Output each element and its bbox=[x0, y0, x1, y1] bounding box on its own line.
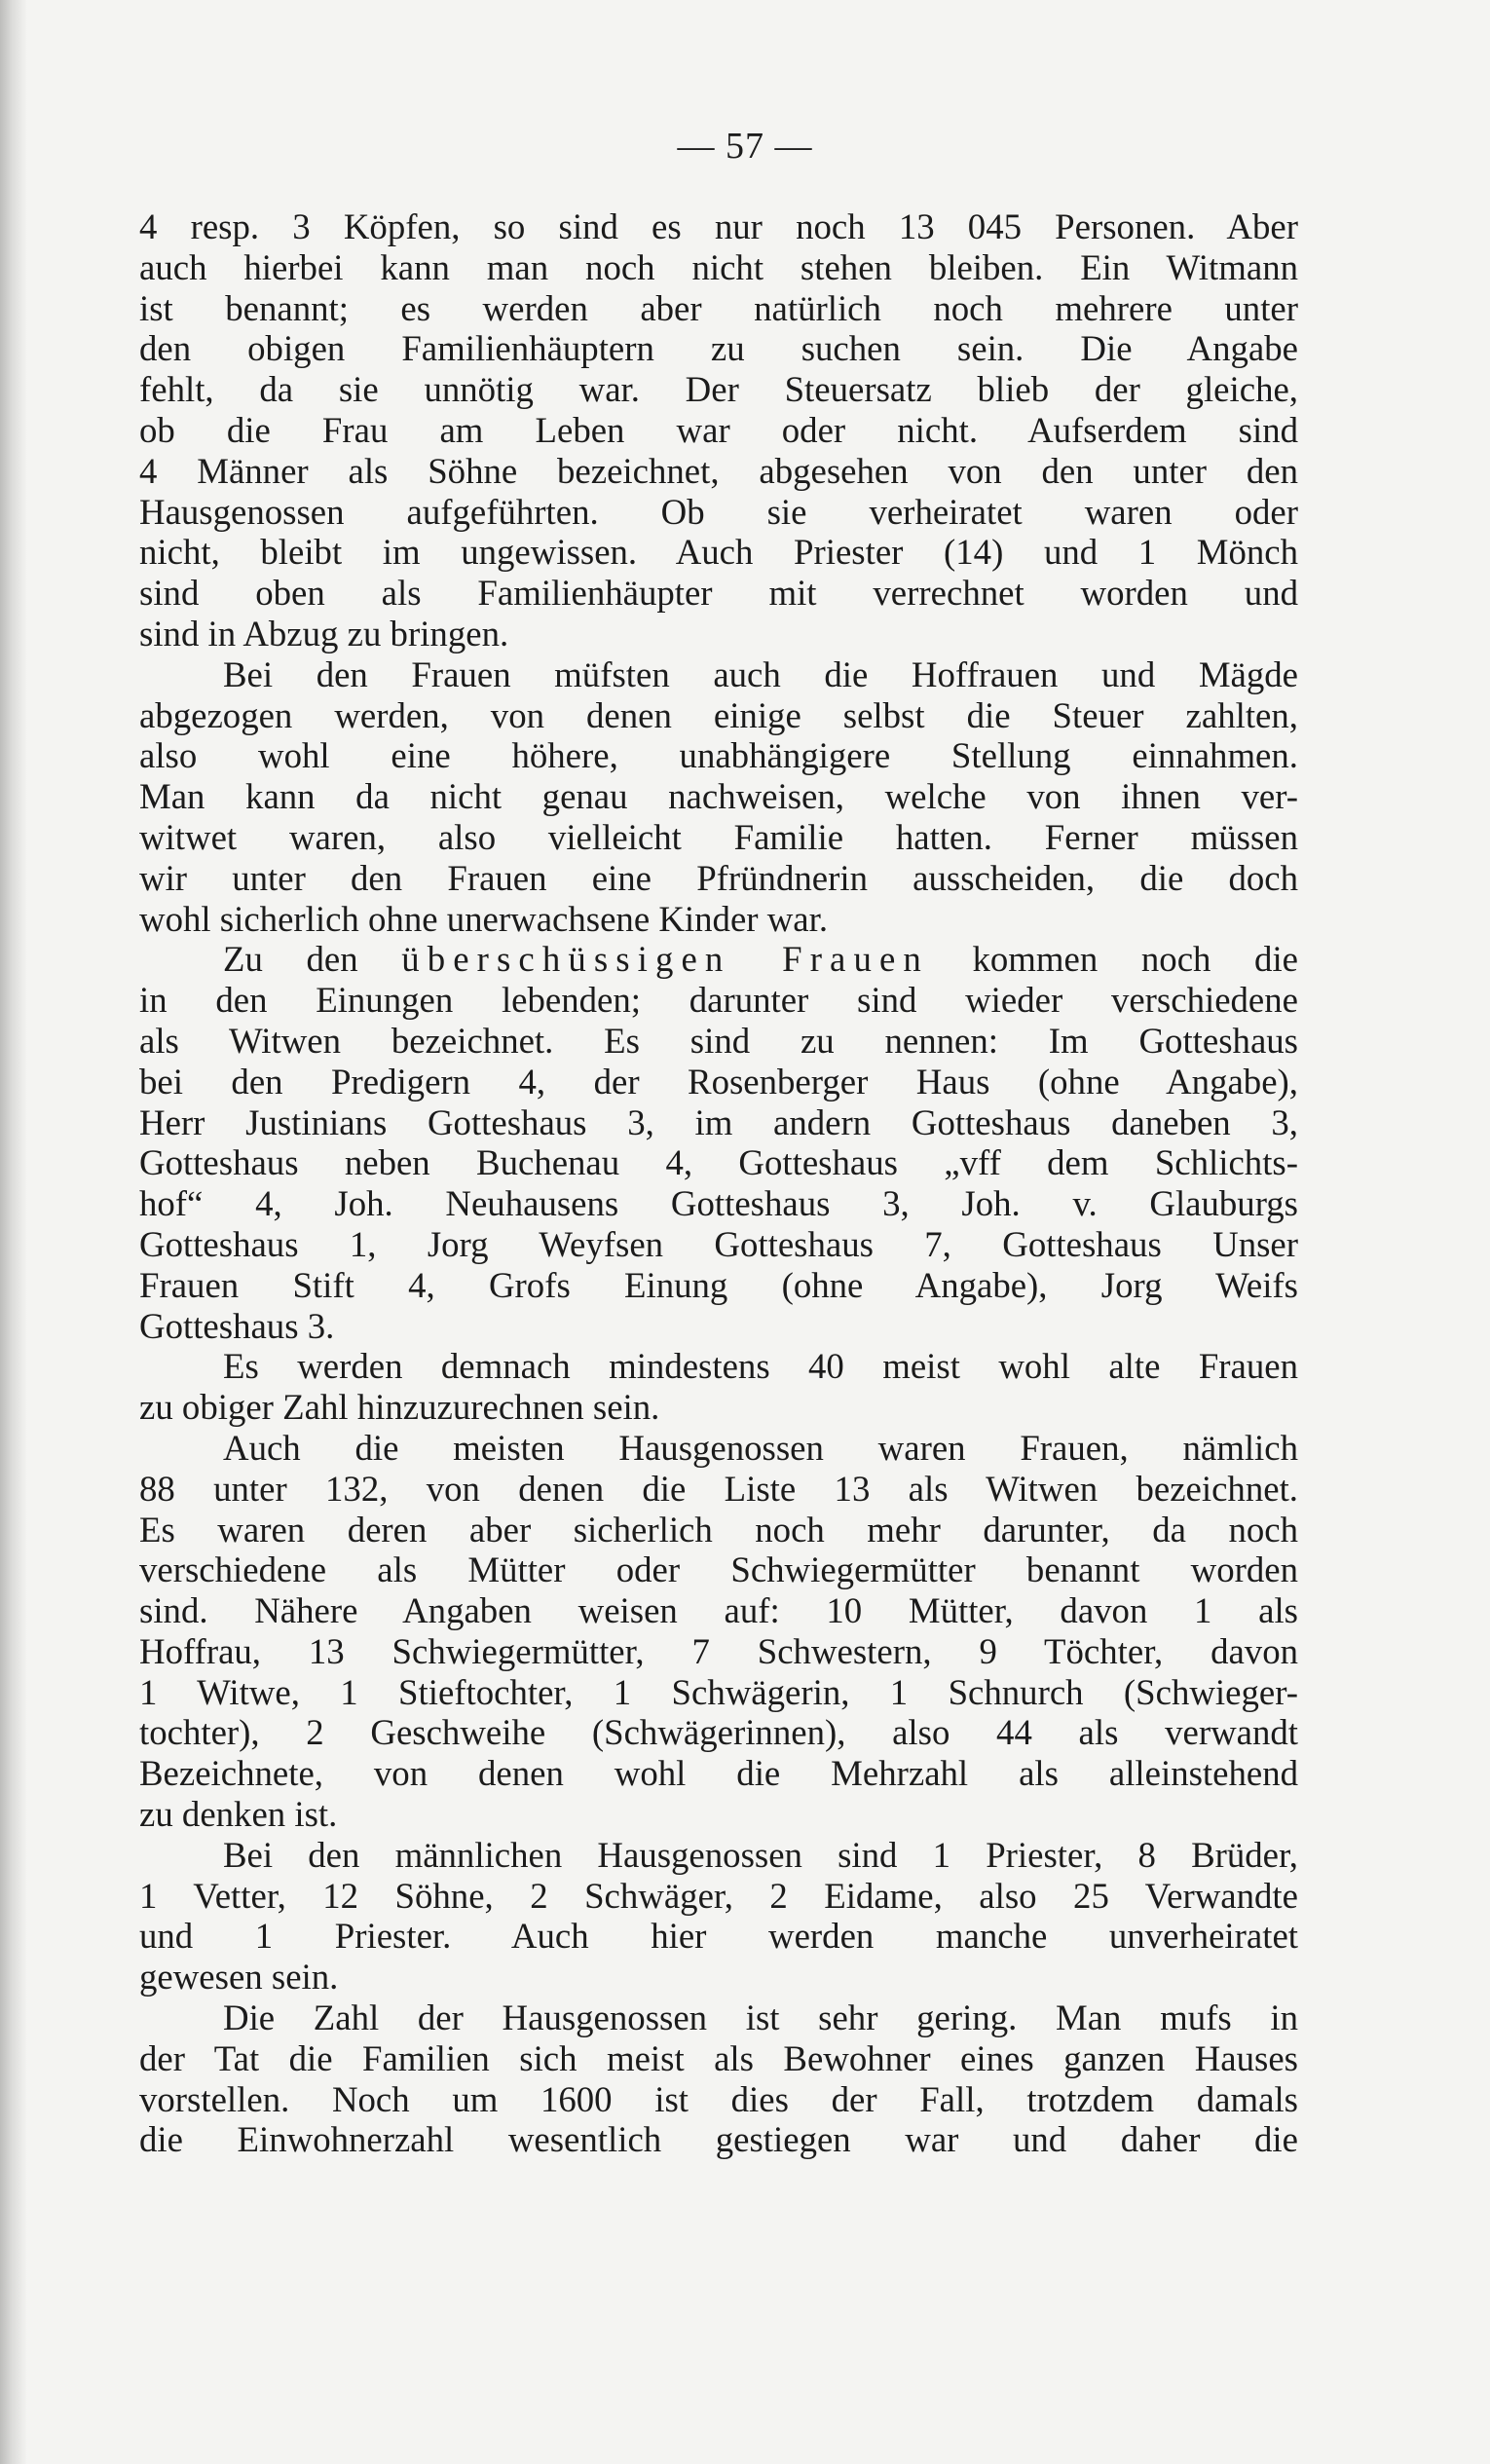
text-line: Bei den männlichen Hausgenossen sind 1 Priester, 8 Brüder, bbox=[223, 1834, 1298, 1875]
text-line: Hoffrau, 13 Schwiegermütter, 7 Schwestern, 9 Töchter, davon bbox=[139, 1630, 1298, 1671]
text-line: nicht, bleibt im ungewissen. Auch Priester (14) und 1 Mönch bbox=[139, 532, 1298, 573]
page-number: — 57 — bbox=[677, 126, 813, 167]
text-line: bei den Predigern 4, der Rosenberger Haus (ohne Angabe), bbox=[139, 1061, 1298, 1101]
text-line: also wohl eine höhere, unabhängigere Stellung einnahmen. bbox=[139, 735, 1298, 776]
text-line: 4 Männer als Söhne bezeichnet, abgesehen von den unter den bbox=[139, 450, 1298, 491]
text-line: abgezogen werden, von denen einige selbst die Steuer zahlten, bbox=[139, 694, 1298, 735]
text-line: auch hierbei kann man noch nicht stehen bleiben. Ein Witmann bbox=[139, 246, 1298, 287]
page-gutter-shadow bbox=[0, 0, 27, 2464]
text-line: Herr Justinians Gotteshaus 3, im andern Gotteshaus daneben 3, bbox=[139, 1101, 1298, 1142]
text-line: Gotteshaus neben Buchenau 4, Gotteshaus „vff dem Schlichts- bbox=[139, 1142, 1298, 1183]
text-line: Auch die meisten Hausgenossen waren Frauen, nämlich bbox=[223, 1427, 1298, 1468]
text-line: der Tat die Familien sich meist als Bewohner eines ganzen Hauses bbox=[139, 2037, 1298, 2078]
text-line: 4 resp. 3 Köpfen, so sind es nur noch 13 045 Personen. Aber bbox=[139, 206, 1298, 246]
text-line: sind. Nähere Angaben weisen auf: 10 Mütter, davon 1 als bbox=[139, 1590, 1298, 1631]
text-line: gewesen sein. bbox=[139, 1957, 339, 1997]
text-line: die Einwohnerzahl wesentlich gestiegen war und daher die bbox=[139, 2119, 1298, 2160]
text-line: und 1 Priester. Auch hier werden manche unverheiratet bbox=[139, 1916, 1298, 1957]
text-line: sind in Abzug zu bringen. bbox=[139, 613, 509, 653]
text-line: Es werden demnach mindestens 40 meist wohl alte Frauen bbox=[223, 1346, 1298, 1387]
text-line: Bezeichnete, von denen wohl die Mehrzahl als alleinstehend bbox=[139, 1753, 1298, 1794]
text-line: in den Einungen lebenden; darunter sind wieder verschiedene bbox=[139, 980, 1298, 1021]
text-line: sind oben als Familienhäupter mit verrechnet worden und bbox=[139, 573, 1298, 614]
text-line: 1 Vetter, 12 Söhne, 2 Schwäger, 2 Eidame, also 25 Verwandte bbox=[139, 1875, 1298, 1916]
emphasized-text: überschüssigen Frauen bbox=[401, 939, 929, 980]
text-line: hof“ 4, Joh. Neuhausens Gotteshaus 3, Joh. v. Glauburgs bbox=[139, 1183, 1298, 1224]
text-line: den obigen Familienhäuptern zu suchen sein. Die Angabe bbox=[139, 328, 1298, 369]
text-line: Gotteshaus 1, Jorg Weyfsen Gotteshaus 7, Gotteshaus Unser bbox=[139, 1223, 1298, 1264]
text-line: Die Zahl der Hausgenossen ist sehr gering. Man mufs in bbox=[223, 1997, 1298, 2038]
text-line: 1 Witwe, 1 Stieftochter, 1 Schwägerin, 1 Schnurch (Schwieger- bbox=[139, 1671, 1298, 1712]
text-line: fehlt, da sie unnötig war. Der Steuersatz blieb der gleiche, bbox=[139, 369, 1298, 410]
text-line: Frauen Stift 4, Grofs Einung (ohne Angabe), Jorg Weifs bbox=[139, 1264, 1298, 1305]
text-line: tochter), 2 Geschweihe (Schwägerinnen), also 44 als verwandt bbox=[139, 1712, 1298, 1753]
text-line: als Witwen bezeichnet. Es sind zu nennen: Im Gotteshaus bbox=[139, 1020, 1298, 1061]
text-line: witwet waren, also vielleicht Familie hatten. Ferner müssen bbox=[139, 816, 1298, 857]
text-line: Hausgenossen aufgeführten. Ob sie verheiratet waren oder bbox=[139, 491, 1298, 532]
text-line: 88 unter 132, von denen die Liste 13 als Witwen bezeichnet. bbox=[139, 1468, 1298, 1509]
text-line: Man kann da nicht genau nachweisen, welche von ihnen ver- bbox=[139, 776, 1298, 817]
body-text bbox=[139, 206, 1298, 2160]
text-line: vorstellen. Noch um 1600 ist dies der Fall, trotzdem damals bbox=[139, 2078, 1298, 2119]
text-line: wohl sicherlich ohne unerwachsene Kinder war. bbox=[139, 898, 829, 939]
text-line: zu obiger Zahl hinzuzurechnen sein. bbox=[139, 1387, 660, 1428]
text-line: Bei den Frauen müfsten auch die Hoffrauen und Mägde bbox=[223, 653, 1298, 694]
text-line: Es waren deren aber sicherlich noch mehr darunter, da noch bbox=[139, 1509, 1298, 1549]
text-line: ist benannt; es werden aber natürlich noch mehrere unter bbox=[139, 287, 1298, 328]
text-line: zu denken ist. bbox=[139, 1794, 338, 1835]
text-line: Gotteshaus 3. bbox=[139, 1305, 335, 1346]
text-line: wir unter den Frauen eine Pfründnerin ausscheiden, die doch bbox=[139, 857, 1298, 898]
text-line: Zu den überschüssigen Frauen kommen noch die bbox=[223, 939, 1298, 980]
text-line: ob die Frau am Leben war oder nicht. Aufserdem sind bbox=[139, 409, 1298, 450]
text-line: verschiedene als Mütter oder Schwiegermütter benannt worden bbox=[139, 1549, 1298, 1590]
